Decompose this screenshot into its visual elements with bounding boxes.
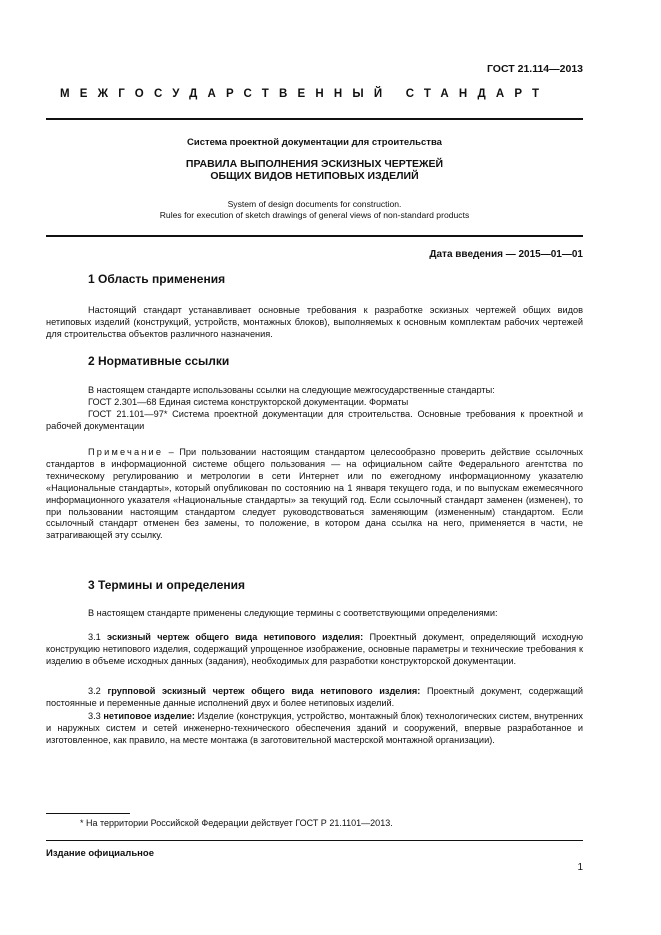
- note-paragraph: [46, 447, 583, 542]
- section-3-heading: 3 Термины и определения: [88, 578, 246, 592]
- section-1-text: Настоящий стандарт устанавливает основные требования к разработке эскизных чертежей общих видов нетиповых изделий (конструкций, устройств, монтажных блоков), выполняемых к основным комплектам рабочих чертежей для строительства объектов различного назначения.: [46, 305, 583, 339]
- section-3-intro: В настоящем стандарте применены следующие термины с соответствующими определениями:: [88, 608, 498, 618]
- title-line-2: ОБЩИХ ВИДОВ НЕТИПОВЫХ ИЗДЕЛИЙ: [210, 170, 419, 182]
- section-1-paragraph: [46, 305, 583, 341]
- footnote-divider: [46, 813, 130, 814]
- page-number: 1: [577, 862, 583, 873]
- note-label: Примечание: [88, 447, 164, 457]
- section-2-heading: 2 Нормативные ссылки: [88, 354, 230, 368]
- interstate-standard-label: МЕЖГОСУДАРСТВЕННЫЙ СТАНДАРТ: [60, 88, 550, 100]
- system-name: Система проектной документации для строительства: [187, 137, 442, 148]
- english-title-line-1: System of design documents for construction.: [227, 199, 402, 209]
- term-3-3-name: нетиповое изделие:: [103, 711, 195, 721]
- term-3-2-definition: Проектный документ, содержащий постоянные и переменные данные исполнений двух и более нетиповых изделий.: [46, 686, 583, 708]
- term-3-1-definition: Проектный документ, определяющий исходную конструкцию нетипового изделия, содержащий упрощенное изображение, основные параметры и технические требования к изделию в объеме исходных данных (задания), необходимых для разработки конструкторской документации.: [46, 632, 584, 666]
- footer-divider: [46, 840, 583, 841]
- section-1-heading: 1 Область применения: [88, 272, 226, 286]
- term-3-3-definition: Изделие (конструкция, устройство, монтажный блок) технологических систем, внутренних и наружных систем и сетей инженерно-технического обеспечения зданий и сооружений, впервые разработанное и изготовленное, как правило, на месте монтажа (в заготовительной мастерской монтажной организации).: [46, 711, 583, 745]
- english-title-line-2: Rules for execution of sketch drawings of general views of non-standard products: [159, 210, 470, 220]
- title-divider: [46, 235, 583, 237]
- term-3-2: 3.2 групповой эскизный чертеж общего вида нетипового изделия: Проектный документ, содержащий постоянные и переменные данные исполнений двух и более нетиповых изделий.: [46, 686, 583, 708]
- footnote: * На территории Российской Федерации действует ГОСТ Р 21.1101—2013.: [80, 818, 393, 828]
- term-3-1-name: эскизный чертеж общего вида нетипового изделия:: [107, 632, 364, 642]
- introduction-date: Дата введения — 2015—01—01: [429, 249, 583, 260]
- gost-number: ГОСТ 21.114—2013: [486, 63, 583, 75]
- note-text: – При пользовании настоящим стандартом целесообразно проверить действие ссылочных стандартов в информационной системе общего пользования — на официальном сайте Федерального агентства по техническому регулированию и метрологии в сети Интернет или по ежегодному информационному указателю «Национальные стандарты», который опубликован по состоянию на 1 января текущего года, и по выпускам ежемесячного информационного указателя «Национальные стандарты» за текущий год. Если ссылочный стандарт заменен (изменен), то при пользовании настоящим стандартом следует руководствоваться заменяющим (измененным) стандартом. Если ссылочный стандарт отменен без замены, то положение, в котором дана ссылка на него, применяется в части, не затрагивающей эту ссылку.: [46, 447, 583, 541]
- reference-1: ГОСТ 2.301—68 Единая система конструкторской документации. Форматы: [88, 397, 409, 407]
- title-line-1: ПРАВИЛА ВЫПОЛНЕНИЯ ЭСКИЗНЫХ ЧЕРТЕЖЕЙ: [185, 158, 444, 170]
- term-3-3: 3.3 нетиповое изделие: Изделие (конструкция, устройство, монтажный блок) технологических систем, внутренних и наружных систем и сетей инженерно-технического обеспечения зданий и сооружений, впервые разработанное и изготовленное, как правило, на месте монтажа (в заготовительной мастерской монтажной организации).: [46, 711, 583, 745]
- top-divider: [46, 118, 583, 120]
- official-edition-label: Издание официальное: [46, 848, 154, 859]
- reference-2: ГОСТ 21.101—97* Система проектной документации для строительства. Основные требования к проектной и рабочей документации: [46, 409, 583, 431]
- document-title: [46, 158, 583, 182]
- english-title: [46, 199, 583, 221]
- term-3-2-name: групповой эскизный чертеж общего вида нетипового изделия:: [107, 686, 421, 696]
- section-2-intro: В настоящем стандарте использованы ссылки на следующие межгосударственные стандарты:: [88, 385, 495, 395]
- term-3-1: 3.1 эскизный чертеж общего вида нетипового изделия: Проектный документ, определяющий исходную конструкцию нетипового изделия, содержащий упрощенное изображение, основные параметры и технические требования к изделию в объеме исходных данных (задания), необходимых для разработки конструкторской документации.: [46, 632, 584, 666]
